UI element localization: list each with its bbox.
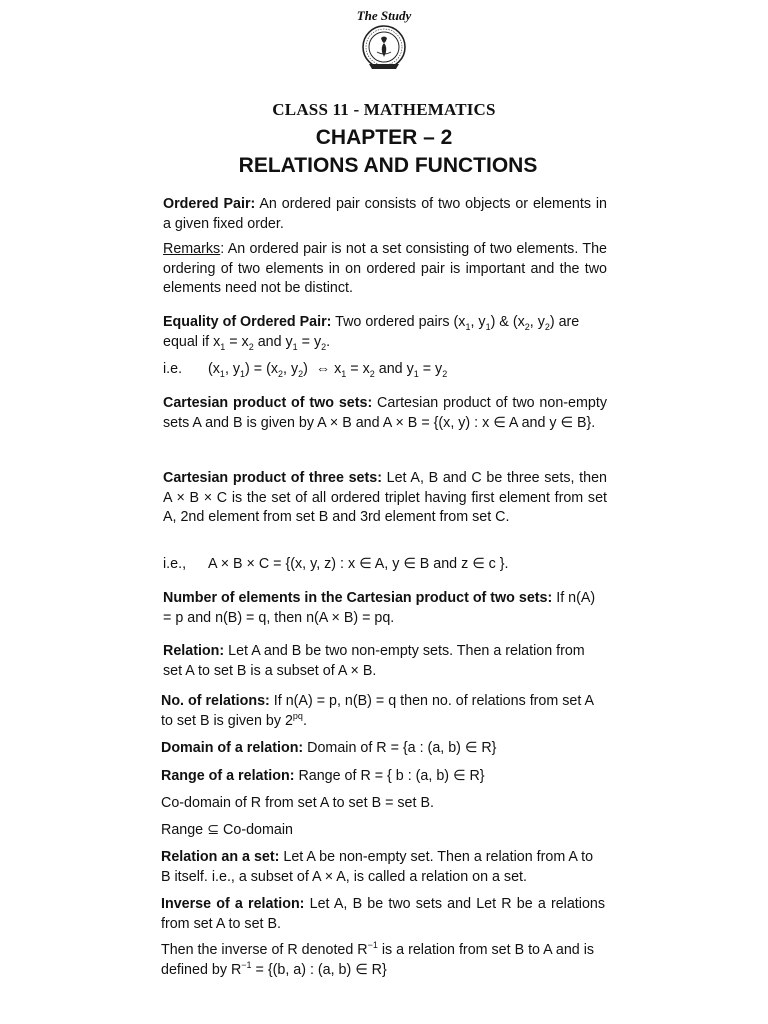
relation-paragraph: Relation: Let A and B be two non-empty sets. Then a relation from set A to set B is a subset of A × B. [163, 643, 585, 679]
domain-paragraph: Domain of a relation: Domain of R = {a : (a, b) ∈ R} [161, 740, 497, 756]
iff-symbol: ⇔ [315, 361, 331, 377]
cartesian-three-formula: i.e., A × B × C = {(x, y, z) : x ∈ A, y ∈ B and z ∈ c }. [163, 556, 509, 572]
equality-formula: i.e. ($x_1$, $y_1) = (x_2$, $y_2$) ⇔ $x_1 = x_2$ and $y_1 = y_2$ [163, 361, 448, 379]
equality-paragraph: Equality of Ordered Pair: Two ordered pairs ($x_1$, $y_1$) & ($x_2$, $y_2$) are equal if $x_1 = x_2$ and $y_1 = y_2$. [163, 314, 580, 352]
codomain-paragraph: Co-domain of R from set A to set B = set B. [161, 795, 434, 811]
cartesian-two-paragraph: Cartesian product of two sets: Cartesian product of two non-empty sets A and B is given by A × B and A × B = {(x, y) : x ∈ A and y ∈ B}. [163, 395, 607, 431]
remarks-paragraph: Remarks: An ordered pair is not a set consisting of two elements. The ordering of two elements in on ordered pair is important and the two elements need not be distinct. [163, 241, 607, 296]
class-title: CLASS 11 - MATHEMATICS [272, 100, 496, 119]
term: Remarks [163, 241, 221, 257]
range-subset-paragraph: Range ⊆ Co-domain [161, 822, 293, 838]
relation-on-set-paragraph: Relation an a set: Let A be non-empty set. Then a relation from A to B itself. i.e., a subset of A × A, is called a relation on a set. [161, 849, 594, 885]
chapter-subject: RELATIONS AND FUNCTIONS [238, 154, 538, 177]
brand-title: The Study [356, 8, 412, 23]
inverse-definition-paragraph: Then the inverse of R denoted $R^{-1}$ is a relation from set B to A and is defined by $R^{-1} = \{(b$, a) : (a, b) ∈ R} [161, 940, 595, 978]
chapter-heading: CHAPTER – 2 [315, 126, 453, 149]
range-paragraph: Range of a relation: Range of R = { b : (a, b) ∈ R} [161, 768, 485, 784]
seal-logo-icon [359, 24, 409, 74]
number-elements-paragraph: Number of elements in the Cartesian product of two sets: If n(A) = p and n(B) = q, then n(A × B) = pq. [163, 590, 596, 626]
term: Ordered Pair: [163, 196, 256, 212]
no-relations-paragraph: No. of relations: If n(A) = p, n(B) = q then no. of relations from set A to set B is given by $2^{pq}$. [161, 693, 594, 729]
ordered-pair-paragraph: Ordered Pair: An ordered pair consists of two objects or elements in a given fixed order. [163, 196, 607, 232]
inverse-paragraph: Inverse of a relation: Let A, B be two sets and Let R be a relations from set A to set B. [161, 896, 605, 932]
cartesian-three-paragraph: Cartesian product of three sets: Let A, B and C be three sets, then A × B × C is the set of all ordered triplet having first element from set A, 2nd element from set B and 3rd element from set C. [163, 470, 607, 525]
